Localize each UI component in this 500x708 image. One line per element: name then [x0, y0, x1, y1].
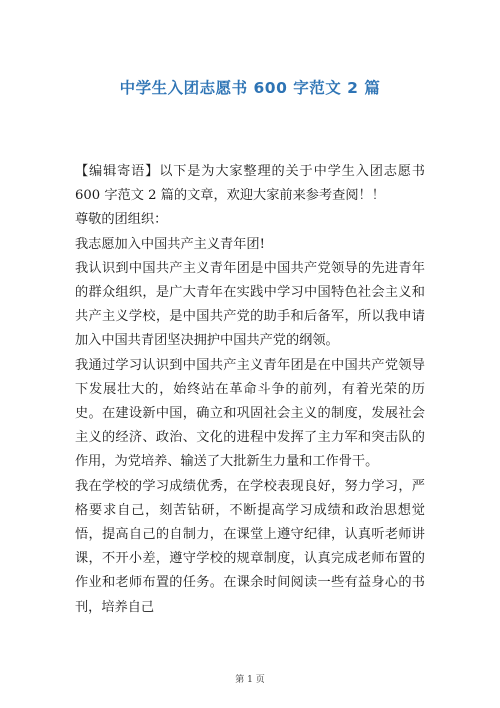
- paragraph-understanding: 我认识到中国共产主义青年团是中国共产党领导的先进青年的群众组织，是广大青年在实践中学习中国特色社会主义和共产主义学校，是中国共产党的助手和后备军，所以我申请加入中国共青团坚决拥护中国共产党的纲领。: [75, 260, 425, 349]
- paragraph-salutation: 尊敬的团组织：: [75, 212, 168, 228]
- paragraph-declaration: 我志愿加入中国共产主义青年团!: [75, 236, 265, 252]
- paragraph-school-performance: 我在学校的学习成绩优秀，在学校表现良好，努力学习，严格要求自己，刻苦钻研，不断提高学习成绩和政治思想觉悟，提高自己的自制力，在课堂上遵守纪律，认真听老师讲课，不开小差，遵守学校的规章制度，认真完成老师布置的作业和老师布置的任务。在课余时间阅读一些有益身心的书刊，培养自己: [75, 478, 425, 615]
- paragraph-history: 我通过学习认识到中国共产主义青年团是在中国共产党领导下发展壮大的，始终站在革命斗争的前列，有着光荣的历史。在建设新中国，确立和巩固社会主义的制度，发展社会主义的经济、政治、文化的进程中发挥了主力军和突击队的作用，为党培养、输送了大批新生力量和工作骨干。: [75, 357, 425, 470]
- document-title: 中学生入团志愿书 600 字范文 2 篇: [119, 79, 381, 97]
- page-number: 第 1 页: [235, 675, 265, 685]
- paragraph-editor-note: 【编辑寄语】以下是为大家整理的关于中学生入团志愿书 600 字范文 2 篇的文章，欢迎大家前来参考查阅！！: [75, 164, 425, 204]
- document-body: [75, 160, 425, 620]
